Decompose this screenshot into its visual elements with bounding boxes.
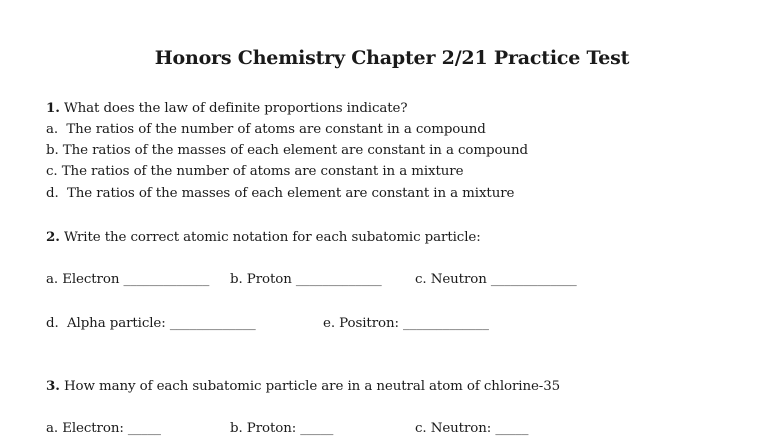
blank-alpha-particle: d. Alpha particle: _____________ bbox=[46, 316, 256, 331]
blank-proton: b. Proton _____________ bbox=[230, 272, 382, 287]
count-electron: a. Electron: _____ bbox=[46, 421, 161, 436]
answer-option-b: b. The ratios of the masses of each element are constant in a compound bbox=[46, 143, 528, 158]
question-number: 1. bbox=[46, 100, 60, 116]
question-2 bbox=[46, 229, 481, 246]
count-neutron: c. Neutron: _____ bbox=[415, 421, 529, 436]
question-3 bbox=[46, 378, 560, 395]
count-proton: b. Proton: _____ bbox=[230, 421, 334, 436]
question-text: How many of each subatomic particle are in a neutral atom of chlorine-35 bbox=[59, 379, 561, 394]
question-text: Write the correct atomic notation for each subatomic particle: bbox=[59, 230, 481, 245]
answer-option-d: d. The ratios of the masses of each element are constant in a mixture bbox=[46, 186, 515, 201]
blank-electron: a. Electron _____________ bbox=[46, 272, 210, 287]
page-title: Honors Chemistry Chapter 2/21 Practice Test bbox=[154, 47, 630, 69]
answer-option-a: a. The ratios of the number of atoms are constant in a compound bbox=[46, 122, 486, 137]
question-1 bbox=[46, 100, 407, 117]
answer-option-c: c. The ratios of the number of atoms are constant in a mixture bbox=[46, 164, 464, 179]
blank-positron: e. Positron: _____________ bbox=[323, 316, 489, 331]
question-number: 2. bbox=[46, 229, 60, 245]
blank-neutron: c. Neutron _____________ bbox=[415, 272, 577, 287]
question-number: 3. bbox=[46, 378, 60, 394]
question-text: What does the law of definite proportions indicate? bbox=[59, 101, 408, 116]
